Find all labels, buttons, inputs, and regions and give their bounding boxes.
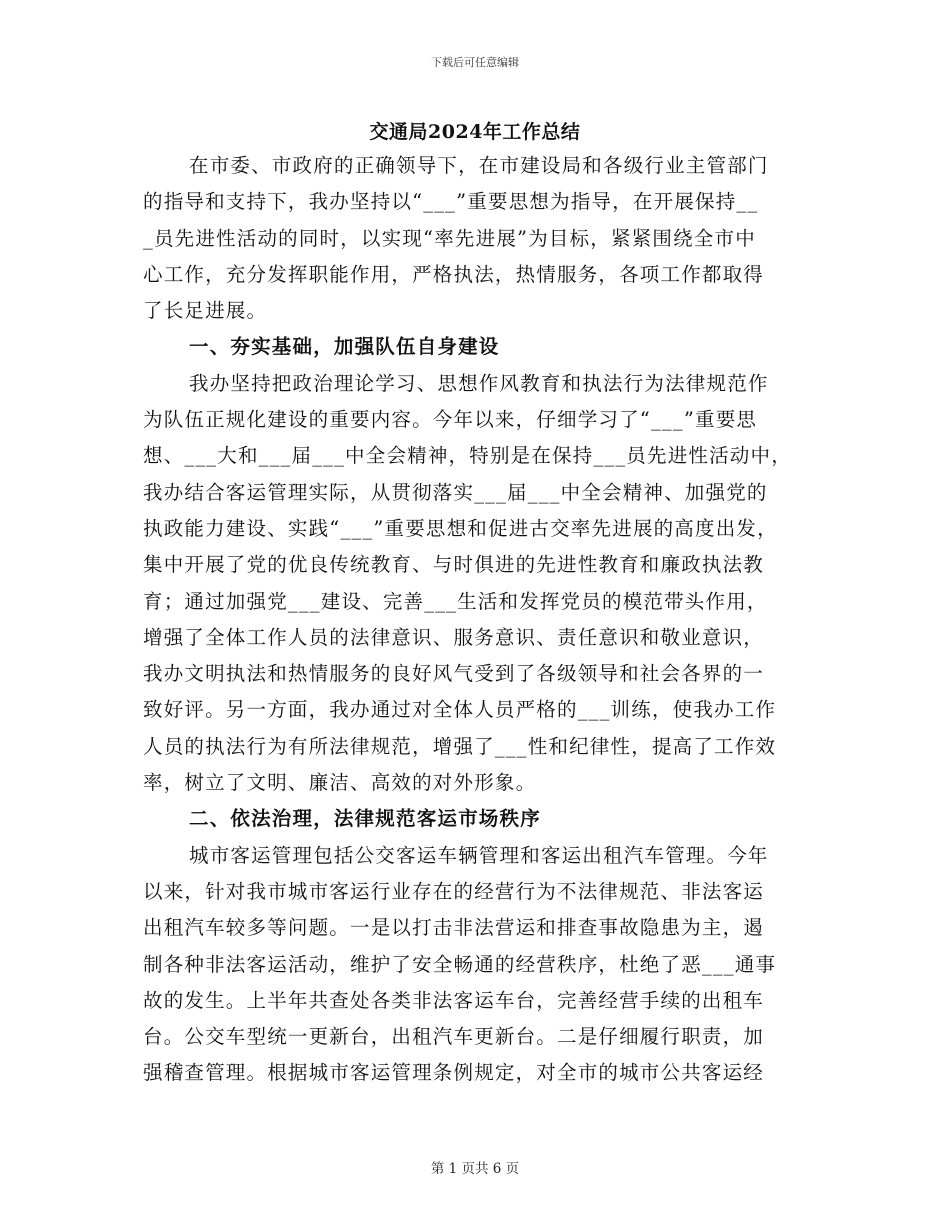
body-line: 致好评。另一方面，我办通过对全体人员严格的___训练，使我办工作 — [143, 698, 777, 722]
section-heading: 一、夯实基础，加强队伍自身建设 — [189, 335, 500, 359]
body-line: 以来，针对我市城市客运行业存在的经营行为不法律规范、非法客运 — [143, 879, 765, 903]
body-line: 城市客运管理包括公交客运车辆管理和客运出租汽车管理。今年 — [189, 843, 769, 867]
body-line: 制各种非法客运活动，维护了安全畅通的经营秩序，杜绝了恶___通事 — [143, 952, 777, 976]
body-line: 出租汽车较多等问题。一是以打击非法营运和排查事故隐患为主，遏 — [143, 916, 765, 940]
body-line: 我办文明执法和热情服务的良好风气受到了各级领导和社会各界的一 — [143, 662, 765, 686]
body-line: 我办坚持把政治理论学习、思想作风教育和执法行为法律规范作 — [189, 371, 769, 395]
body-line: 故的发生。上半年共查处各类非法客运车台，完善经营手续的出租车 — [143, 988, 765, 1012]
document-title: 交通局2024年工作总结 — [369, 121, 581, 143]
body-line: 人员的执法行为有所法律规范，增强了___性和纪律性，提高了工作效 — [143, 734, 777, 758]
body-line: 集中开展了党的优良传统教育、与时俱进的先进性教育和廉政执法教 — [143, 553, 765, 577]
body-line: 强稽查管理。根据城市客运管理条例规定，对全市的城市公共客运经 — [143, 1061, 765, 1085]
body-line: 了长足进展。 — [143, 299, 268, 323]
body-line: 的指导和支持下，我办坚持以“___”重要思想为指导，在开展保持__ — [143, 190, 759, 214]
body-line: 增强了全体工作人员的法律意识、服务意识、责任意识和敬业意识， — [143, 625, 765, 649]
body-line: 执政能力建设、实践“___”重要思想和促进古交率先进展的高度出发， — [143, 516, 778, 540]
body-line: 台。公交车型统一更新台，出租汽车更新台。二是仔细履行职责，加 — [143, 1025, 765, 1049]
body-line: 为队伍正规化建设的重要内容。今年以来，仔细学习了“___”重要思 — [143, 408, 758, 432]
header-note: 下载后可任意编辑 — [431, 56, 519, 69]
document-body — [143, 148, 815, 1092]
section-heading: 二、依法治理，法律规范客运市场秩序 — [189, 807, 541, 831]
body-line: _员先进性活动的同时，以实现“率先进展”为目标，紧紧围绕全市中 — [143, 226, 756, 250]
page-footer: 第 1 页共 6 页 — [430, 1161, 520, 1177]
body-line: 心工作，充分发挥职能作用，严格执法，热情服务，各项工作都取得 — [143, 262, 765, 286]
body-line: 想、___大和___届___中全会精神，特别是在保持___员先进性活动中， — [143, 444, 792, 468]
body-line: 在市委、市政府的正确领导下，在市建设局和各级行业主管部门 — [189, 154, 769, 177]
body-line: 育；通过加强党___建设、完善___生活和发挥党员的模范带头作用， — [143, 589, 768, 613]
body-line: 我办结合客运管理实际，从贯彻落实___届___中全会精神、加强党的 — [143, 480, 768, 504]
body-line: 率，树立了文明、廉洁、高效的对外形象。 — [143, 771, 537, 795]
